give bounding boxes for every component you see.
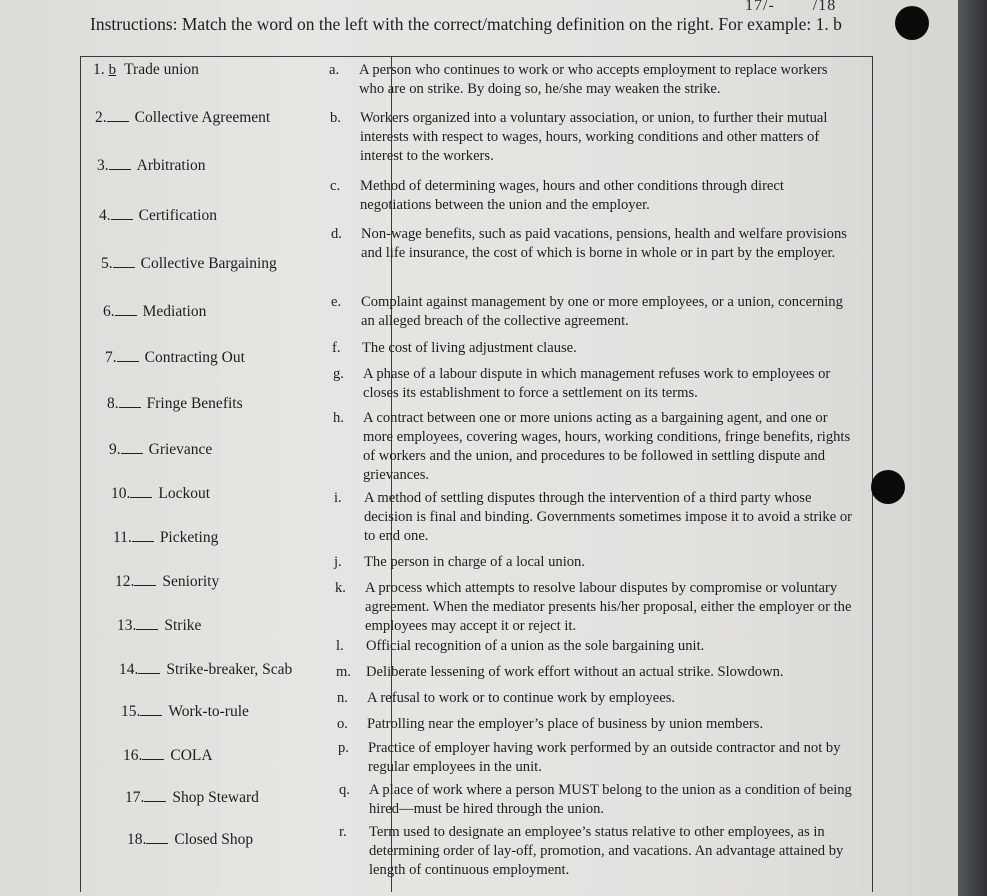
- term-number: 11.: [113, 529, 132, 546]
- term-label: Grievance: [148, 441, 213, 458]
- term-item: [103, 303, 206, 321]
- term-number: 13.: [117, 617, 137, 634]
- answer-blank[interactable]: [142, 747, 164, 760]
- matching-table: [80, 56, 873, 892]
- term-label: Seniority: [162, 573, 220, 590]
- definition-letter: i.: [334, 490, 342, 506]
- definition-item: [330, 177, 854, 215]
- definition-text: Workers organized into a voluntary association, or union, to further their mutual interests with respect to wages, hours, working conditions and other matters of interest to the workers.: [360, 110, 828, 164]
- term-label: Contracting Out: [144, 349, 245, 366]
- term-number: 7.: [105, 349, 117, 366]
- definition-item: [337, 689, 861, 708]
- term-label: Mediation: [142, 303, 207, 320]
- definition-letter: h.: [333, 410, 344, 426]
- answer-blank[interactable]: [119, 395, 141, 408]
- term-number: 1.: [93, 61, 105, 78]
- definition-letter: d.: [331, 226, 342, 242]
- definition-letter: g.: [333, 366, 344, 382]
- term-item: [95, 109, 270, 127]
- definition-item: [334, 553, 858, 572]
- term-number: 6.: [103, 303, 115, 320]
- term-number: 3.: [97, 157, 109, 174]
- answer-blank[interactable]: [115, 303, 137, 316]
- term-number: 12.: [115, 573, 135, 590]
- definition-item: [333, 409, 857, 485]
- term-number: 17.: [125, 789, 145, 806]
- definition-item: [334, 489, 858, 546]
- definition-item: [333, 365, 857, 403]
- term-label: Certification: [138, 207, 217, 224]
- definition-letter: n.: [337, 690, 348, 706]
- definition-letter: e.: [331, 294, 342, 310]
- definition-letter: l.: [336, 638, 344, 654]
- definition-text: Term used to designate an employee’s status relative to other employees, as in determining order of lay-off, promotion, and vacations. An advantage attained by length of continuous employment.: [369, 824, 844, 878]
- answer-blank[interactable]: [144, 789, 166, 802]
- definition-text: A method of settling disputes through the intervention of a third party whose decision is final and binding. Governments sometimes impose it to avoid a strike or to end one.: [364, 490, 852, 544]
- term-label: Strike: [164, 617, 202, 634]
- answer-blank[interactable]: [121, 441, 143, 454]
- term-item: [97, 157, 206, 175]
- answer-blank[interactable]: [140, 703, 162, 716]
- answer-blank[interactable]: [138, 661, 160, 674]
- definition-text: A phase of a labour dispute in which management refuses work to employees or closes its establishment to force a settlement on its terms.: [363, 366, 831, 401]
- term-label: Strike-breaker, Scab: [166, 661, 293, 678]
- answer-blank[interactable]: [109, 157, 131, 170]
- term-number: 16.: [123, 747, 143, 764]
- term-label: Shop Steward: [172, 789, 259, 806]
- definition-text: Non-wage benefits, such as paid vacations, pensions, health and welfare provisions and life insurance, the cost of which is borne in whole or in part by the employer.: [361, 226, 847, 261]
- answer-blank[interactable]: [132, 529, 154, 542]
- definition-text: Method of determining wages, hours and other conditions through direct negotiations between the union and the employer.: [360, 178, 784, 213]
- score-total: /18: [812, 0, 837, 14]
- definition-text: Official recognition of a union as the sole bargaining unit.: [366, 638, 705, 654]
- definition-letter: j.: [334, 554, 342, 570]
- term-number: 18.: [127, 831, 147, 848]
- page-edge-shadow: [958, 0, 987, 896]
- definition-item: [335, 579, 859, 636]
- definition-text: A refusal to work or to continue work by employees.: [367, 690, 676, 706]
- definition-text: Deliberate lessening of work effort without an actual strike. Slowdown.: [366, 664, 784, 680]
- definition-item: [338, 739, 862, 777]
- definition-item: [329, 61, 853, 99]
- answer-blank[interactable]: [107, 109, 129, 122]
- definition-text: A contract between one or more unions acting as a bargaining agent, and one or more employees, covering wages, hours, working conditions, fringe benefits, rights of workers and the union, and procedures to be followed in settling dispute and grievances.: [363, 410, 851, 483]
- term-item: [107, 395, 243, 413]
- term-number: 2.: [95, 109, 107, 126]
- definition-letter: a.: [329, 62, 340, 78]
- term-number: 10.: [111, 485, 131, 502]
- term-number: 8.: [107, 395, 119, 412]
- term-label: Work-to-rule: [168, 703, 249, 720]
- answer-blank[interactable]: [146, 831, 168, 844]
- definition-item: [332, 339, 856, 358]
- definition-item: [339, 823, 863, 880]
- definition-letter: f.: [332, 340, 341, 356]
- answer-blank[interactable]: [134, 573, 156, 586]
- definition-letter: p.: [338, 740, 349, 756]
- term-label: Arbitration: [136, 157, 206, 174]
- term-label: Collective Agreement: [134, 109, 271, 126]
- definition-letter: r.: [339, 824, 347, 840]
- term-label: Picketing: [159, 529, 219, 546]
- term-item: [101, 255, 277, 273]
- definition-letter: q.: [339, 782, 350, 798]
- definition-letter: b.: [330, 110, 341, 126]
- term-number: 15.: [121, 703, 141, 720]
- definition-item: [331, 225, 855, 263]
- definition-letter: m.: [336, 664, 351, 680]
- definition-letter: o.: [337, 716, 348, 732]
- definition-item: [337, 715, 861, 734]
- definition-item: [330, 109, 854, 166]
- score-prefix: 17/-: [745, 0, 775, 14]
- answer-blank[interactable]: [111, 207, 133, 220]
- definition-text: Complaint against management by one or more employees, or a union, concerning an alleged breach of the collective agreement.: [361, 294, 843, 329]
- definition-letter: k.: [335, 580, 346, 596]
- instructions: Instructions: Match the word on the left with the correct/matching definition on the right. For example: 1. b: [90, 14, 842, 34]
- answer-blank[interactable]: [136, 617, 158, 630]
- term-item: [113, 529, 218, 547]
- definition-text: Patrolling near the employer’s place of business by union members.: [367, 716, 764, 732]
- term-label: Fringe Benefits: [146, 395, 243, 412]
- term-item: [111, 485, 210, 503]
- answer-blank[interactable]: [130, 485, 152, 498]
- term-item: [127, 831, 253, 849]
- definition-text: A place of work where a person MUST belong to the union as a condition of being hired—must be hired through the union.: [369, 782, 852, 817]
- term-label: Closed Shop: [174, 831, 254, 848]
- term-label: Collective Bargaining: [140, 255, 277, 272]
- term-label: Trade union: [124, 61, 199, 78]
- term-label: Lockout: [158, 485, 211, 502]
- definition-text: The person in charge of a local union.: [364, 554, 585, 570]
- definition-text: A process which attempts to resolve labour disputes by compromise or voluntary agreement. When the mediator presents his/her proposal, either the employer or the employees may accept it or reject it.: [365, 580, 852, 634]
- term-number: 14.: [119, 661, 139, 678]
- term-item: [125, 789, 259, 807]
- answer-blank[interactable]: b: [108, 62, 117, 78]
- definition-item: [336, 663, 860, 682]
- term-item: [115, 573, 219, 591]
- binder-hole-icon: [895, 6, 929, 40]
- term-number: 9.: [109, 441, 121, 458]
- definition-letter: c.: [330, 178, 341, 194]
- term-item: [109, 441, 212, 459]
- definition-item: [339, 781, 863, 819]
- term-item: [121, 703, 249, 721]
- definition-item: [336, 637, 860, 656]
- score-mark: [745, 0, 836, 15]
- term-number: 4.: [99, 207, 111, 224]
- term-item: [105, 349, 245, 367]
- definition-text: Practice of employer having work performed by an outside contractor and not by regular employees in the unit.: [368, 740, 841, 775]
- term-item: [93, 61, 199, 79]
- term-item: [123, 747, 213, 765]
- term-label: COLA: [170, 747, 213, 764]
- binder-hole-icon: [871, 470, 905, 504]
- answer-blank[interactable]: [117, 349, 139, 362]
- term-item: [99, 207, 217, 225]
- term-number: 5.: [101, 255, 113, 272]
- definition-text: A person who continues to work or who accepts employment to replace workers who are on strike. By doing so, he/she may weaken the strike.: [359, 62, 828, 97]
- definition-item: [331, 293, 855, 331]
- answer-blank[interactable]: [113, 255, 135, 268]
- term-item: [119, 661, 292, 679]
- term-item: [117, 617, 201, 635]
- definition-text: The cost of living adjustment clause.: [362, 340, 577, 356]
